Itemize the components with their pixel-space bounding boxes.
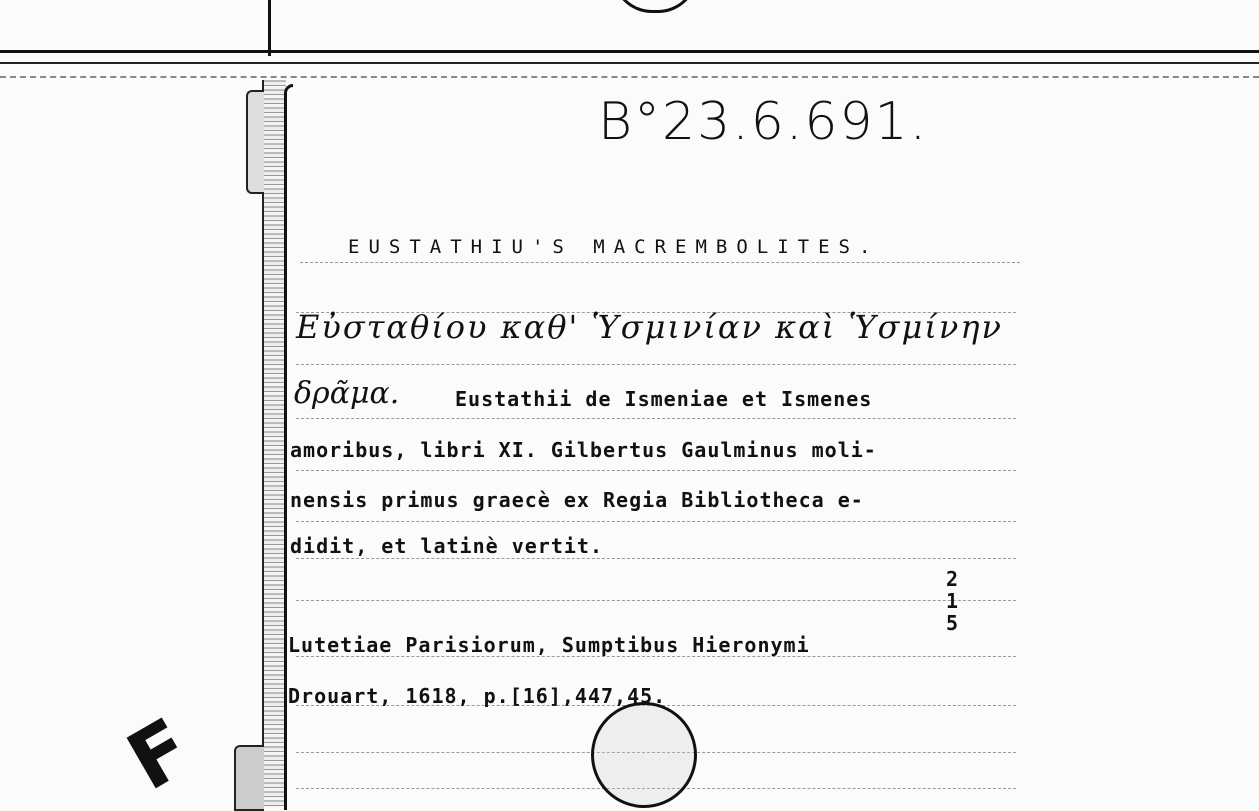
latin-title-line-3: nensis primus graecè ex Regia Bibliotheca e-: [290, 488, 864, 512]
top-dashed-rule: [0, 76, 1259, 79]
stamp-letter: F: [112, 700, 207, 809]
call-number: B°23.6.691.: [598, 92, 929, 152]
greek-title-line-1: Εὐσταθίου καθ' Ὑσμινίαν καὶ Ὑσμίνην: [296, 308, 1003, 346]
top-rule: [0, 50, 1259, 53]
guide-line: [296, 521, 1016, 522]
greek-title-line-2: δρᾶμα.: [294, 376, 400, 411]
guide-line: [296, 364, 1016, 365]
top-rule-secondary: [0, 62, 1259, 64]
guide-line: [296, 418, 1016, 419]
latin-title-line-1: Eustathii de Ismeniae et Ismenes: [455, 387, 873, 411]
card-tab-bottom: [234, 745, 264, 811]
author-heading: EUSTATHIU'S MACREMBOLITES.: [348, 236, 880, 258]
vertical-rule: [268, 0, 271, 56]
guide-line: [300, 262, 1020, 263]
guide-line: [296, 470, 1016, 471]
punch-hole-bottom: [591, 702, 697, 808]
margin-number: 2 1 5: [945, 567, 959, 635]
card-tab-top: [246, 90, 264, 194]
card-spine: [262, 80, 286, 807]
latin-title-line-2: amoribus, libri XI. Gilbertus Gaulminus moli-: [290, 438, 877, 462]
guide-line: [296, 600, 1016, 601]
punch-hole-top: [612, 0, 698, 13]
imprint-line-1: Lutetiae Parisiorum, Sumptibus Hieronymi: [288, 633, 810, 657]
guide-line: [296, 558, 1016, 559]
imprint-line-2: Drouart, 1618, p.[16],447,45.: [288, 684, 667, 708]
latin-title-line-4: didit, et latinè vertit.: [290, 534, 603, 558]
